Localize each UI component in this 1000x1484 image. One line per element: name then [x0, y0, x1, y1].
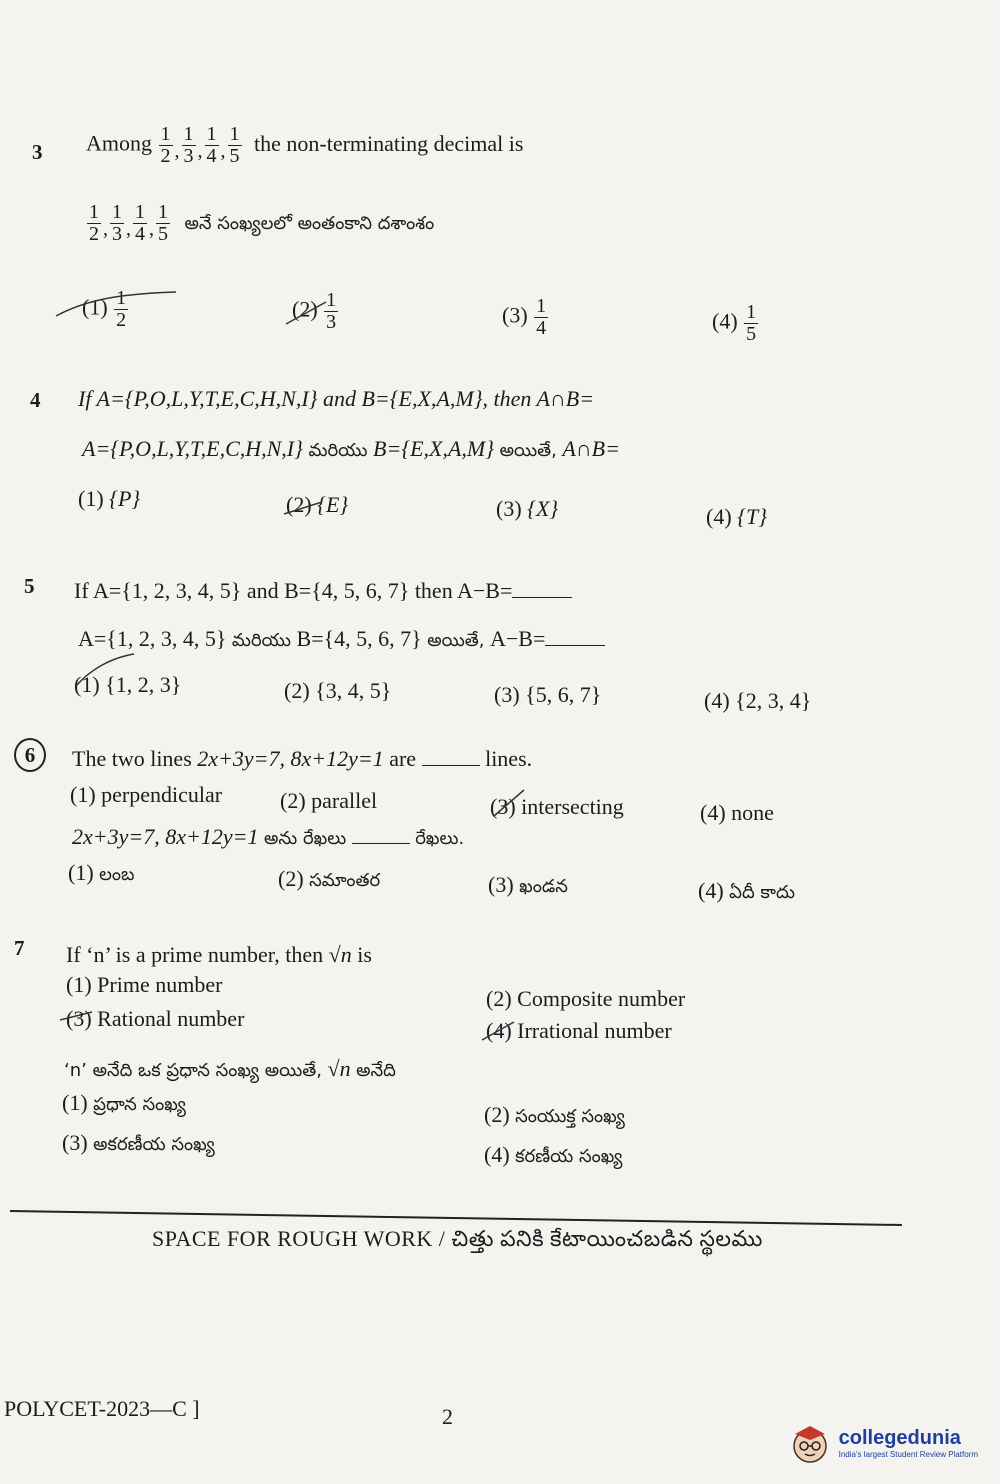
q5-option-1: (1) {1, 2, 3}: [74, 672, 182, 697]
q7-pen-mark-1: [58, 1006, 98, 1034]
q5-telugu-line: A={1, 2, 3, 4, 5} మరియు B={4, 5, 6, 7} అయితే, A−B=: [78, 626, 605, 655]
q3-number: 3: [32, 140, 43, 164]
q5-option-2: (2) {3, 4, 5}: [284, 678, 392, 703]
q3-prefix: Among: [86, 130, 152, 156]
q6-pen-mark: [490, 786, 530, 822]
logo-name: collegedunia: [838, 1427, 961, 1449]
q3-frac-2: $\frac{1}{3}$: [183, 123, 194, 167]
q3-te-frac-3: $\frac{1}{4}$: [135, 201, 145, 245]
q7-option-te-2: (2) సంయుక్త సంఖ్య: [484, 1102, 625, 1127]
q7-option-en-2: (2) Composite number: [486, 986, 686, 1011]
q7-option-te-4: (4) కరణీయ సంఖ్య: [484, 1142, 623, 1167]
mascot-icon: [787, 1420, 833, 1466]
q3-suffix: the non-terminating decimal is: [254, 130, 524, 156]
q6-option-te-3: (3) ఖండన: [488, 872, 568, 897]
q7-number: 7: [14, 936, 25, 960]
q7-option-en-1: (1) Prime number: [66, 972, 223, 997]
q4-telugu-line: A={P,O,L,Y,T,E,C,H,N,I} మరియు B={E,X,A,M} అయితే, A∩B=: [82, 436, 620, 461]
q7-option-te-1: (1) ప్రధాన సంఖ్య: [62, 1090, 186, 1115]
rough-work-divider: [10, 1210, 902, 1226]
q6-telugu-line: 2x+3y=7, 8x+12y=1 అను రేఖలు రేఖలు.: [72, 824, 465, 849]
q4-english-line: If A={P,O,L,Y,T,E,C,H,N,I} and B={E,X,A,M}, then A∩B=: [78, 386, 595, 411]
q3-option-2: (2) $\frac{1}{3}$: [292, 289, 337, 333]
q3-option-1: (1) $\frac{1}{2}$: [82, 287, 127, 331]
q6-option-te-1: (1) లంబ: [68, 860, 135, 885]
q3-pen-mark-1: [52, 282, 182, 322]
q7-pen-mark-2: [480, 1018, 520, 1046]
q3-english-line: Among $\frac{1}{2}$ , $\frac{1}{3}$ , $\frac{1}{4}$ , $\frac{1}{5}$ the non-terminating decimal is: [86, 123, 524, 167]
q6-option-te-4: (4) ఏదీ కాదు: [698, 878, 795, 903]
logo-tagline: India's largest Student Review Platform: [838, 1450, 978, 1459]
q7-telugu-line: ‘n’ అనేది ఒక ప్రధాన సంఖ్య అయితే, √n అనేది: [64, 1056, 396, 1081]
q4-option-2: (2) {E}: [286, 492, 349, 517]
q7-option-en-3: (3) Rational number: [66, 1006, 245, 1031]
paper-code: POLYCET-2023—C ]: [4, 1396, 200, 1421]
q5-option-3: (3) {5, 6, 7}: [494, 682, 602, 707]
q6-english-line: The two lines 2x+3y=7, 8x+12y=1 are lines.: [72, 746, 533, 771]
q7-option-te-3: (3) అకరణీయ సంఖ్య: [62, 1130, 215, 1155]
q4-option-4: (4) {T}: [706, 504, 767, 529]
q3-frac-4: $\frac{1}{5}$: [229, 123, 240, 167]
q7-english-line: If ‘n’ is a prime number, then √n is: [66, 942, 372, 967]
q6-option-te-2: (2) సమాంతర: [278, 866, 381, 891]
q6-option-en-1: (1) perpendicular: [70, 782, 223, 807]
q5-english-line: If A={1, 2, 3, 4, 5} and B={4, 5, 6, 7} then A−B=: [74, 578, 572, 604]
q3-telugu-line: $\frac{1}{2}$ , $\frac{1}{3}$ , $\frac{1}{4}$ , $\frac{1}{5}$ అనే సంఖ్యలలో అంతంకాని దశాంశం: [89, 201, 435, 245]
q5-option-4: (4) {2, 3, 4}: [704, 688, 812, 713]
collegedunia-logo: [787, 1420, 978, 1466]
q3-te-frac-4: $\frac{1}{5}$: [158, 201, 168, 245]
q5-pen-mark: [70, 650, 140, 690]
q3-te-frac-2: $\frac{1}{3}$: [112, 201, 122, 245]
q3-option-3: (3) $\frac{1}{4}$: [502, 295, 547, 339]
q3-frac-1: $\frac{1}{2}$: [160, 123, 171, 167]
q6-option-en-3: (3) intersecting: [490, 794, 624, 819]
q3-pen-mark-2: [282, 296, 332, 330]
q4-option-3: (3) {X}: [496, 496, 559, 521]
q6-option-en-4: (4) none: [700, 800, 774, 825]
q4-pen-mark: [282, 494, 326, 522]
rough-work-label: SPACE FOR ROUGH WORK / చిత్తు పనికి కేటాయించబడిన స్థలము: [152, 1226, 763, 1251]
q4-number: 4: [30, 388, 41, 412]
q7-option-en-4: (4) Irrational number: [486, 1018, 672, 1043]
q3-frac-3: $\frac{1}{4}$: [206, 123, 217, 167]
page-number: 2: [442, 1404, 453, 1429]
q4-option-1: (1) {P}: [78, 486, 141, 511]
q5-number: 5: [24, 574, 35, 598]
q3-telugu-suffix: అనే సంఖ్యలలో అంతంకాని దశాంశం: [184, 212, 435, 234]
q3-te-frac-1: $\frac{1}{2}$: [89, 201, 99, 245]
q6-option-en-2: (2) parallel: [280, 788, 378, 813]
q6-number: 6: [14, 738, 46, 772]
q3-option-4: (4) $\frac{1}{5}$: [712, 301, 757, 345]
